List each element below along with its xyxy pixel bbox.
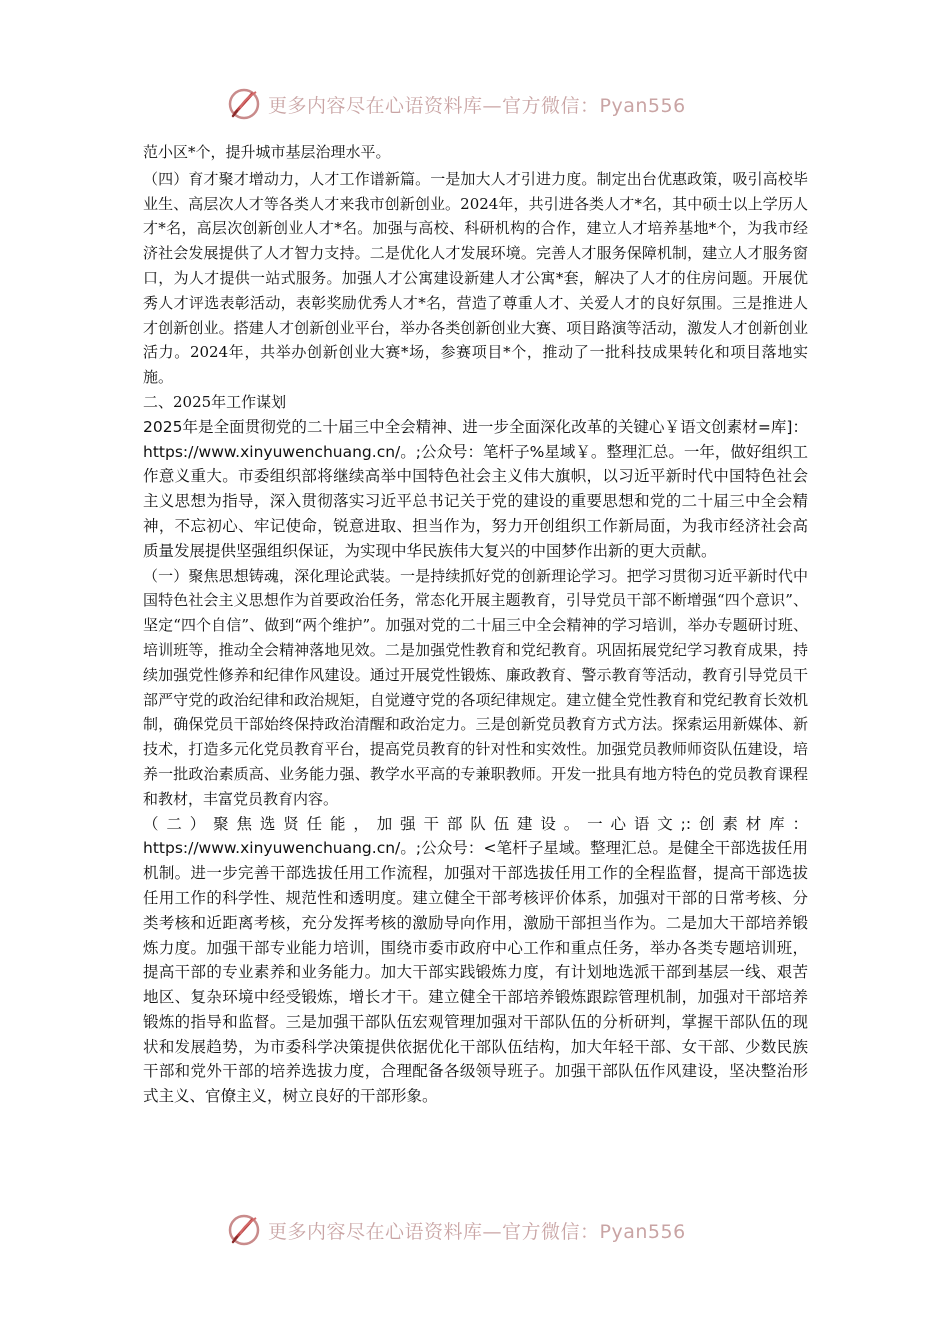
- quill-logo-icon: [226, 86, 262, 122]
- section-heading-2025-plan: 二、2025年工作谋划: [143, 392, 287, 411]
- wechat-id: Pyan556: [599, 1220, 686, 1243]
- document-body: [143, 140, 808, 1109]
- paragraph-2025-overview: 2025年是全面贯彻党的二十届三中全会精神、进一步全面深化改革的关键心￥语文创素材=库]：https://www.xinyuwenchuang.cn/。;公众号：笔杆子%星域￥。整理汇总。一年，做好组织工作意义重大。市委组织部将继续高举中国特色社会主义伟大旗帜，以习近平新时代中国特色社会主义思想为指导，深入贯彻落实习近平总书记关于党的建设的重要思想和党的二十届三中全会精神，不忘初心、牢记使命，锐意进取、担当作为，努力开创组织工作新局面，为我市经济社会高质量发展提供坚强组织保证，为实现中华民族伟大复兴的中国梦作出新的更大贡献。: [143, 417, 808, 560]
- footer-banner: [226, 1210, 686, 1250]
- paragraph-theory-armament: （一）聚焦思想铸魂，深化理论武装。一是持续抓好党的创新理论学习。把学习贯彻习近平新时代中国特色社会主义思想作为首要政治任务，常态化开展主题教育，引导党员干部不断增强“四个意识”、坚定“四个自信”、做到“两个维护”。加强对党的二十届三中全会精神的学习培训，举办专题研讨班、培训班等，推动全会精神落地见效。二是加强党性教育和党纪教育。巩固拓展党纪学习教育成果，持续加强党性修养和纪律作风建设。通过开展党性锻炼、廉政教育、警示教育等活动，教育引导党员干部严守党的政治纪律和政治规矩，自觉遵守党的各项纪律规定。建立健全党性教育和党纪教育长效机制，确保党员干部始终保持政治清醒和政治定力。三是创新党员教育方式方法。探索运用新媒体、新技术，打造多元化党员教育平台，提高党员教育的针对性和实效性。加强党员教师师资队伍建设，培养一批政治素质高、业务能力强、教学水平高的专兼职教师。开发一批具有地方特色的党员教育课程和教材，丰富党员教育内容。: [143, 566, 808, 808]
- wechat-id: Pyan556: [599, 94, 686, 117]
- paragraph: 范小区*个，提升城市基层治理水平。: [143, 143, 391, 161]
- paragraph-talent-work: （四）育才聚才增动力，人才工作谱新篇。一是加大人才引进力度。制定出台优惠政策，吸引高校毕业生、高层次人才等各类人才来我市创新创业。2024年，共引进各类人才*名，其中硕士以上学历人才*名，高层次创新创业人才*名。加强与高校、科研机构的合作，建立人才培养基地*个，为我市经济社会发展提供了人才智力支持。二是优化人才发展环境。完善人才服务保障机制，建立人才服务窗口，为人才提供一站式服务。加强人才公寓建设新建人才公寓*套，解决了人才的住房问题。开展优秀人才评选表彰活动，表彰奖励优秀人才*名，营造了尊重人才、关爱人才的良好氛围。三是推进人才创新创业。搭建人才创新创业平台，举办各类创新创业大赛、项目路演等活动，激发人才创新创业活力。2024年，共举办创新创业大赛*场，参赛项目*个，推动了一批科技成果转化和项目落地实施。: [143, 169, 808, 387]
- paragraph-cadre-team: （二）聚焦选贤任能，加强干部队伍建设。一心语文;:创素材库：https://www.xinyuwenchuang.cn/。;公众号：<笔杆子星域。整理汇总。是健全干部选拔任用机制。进一步完善干部选拔任用工作流程，加强对干部选拔任用工作的全程监督，提高干部选拔任用工作的科学性、规范性和透明度。建立健全干部考核评价体系，加强对干部的日常考核、分类考核和近距离考核，充分发挥考核的激励导向作用，激励干部担当作为。二是加大干部培养锻炼力度。加强干部专业能力培训，围绕市委市政府中心工作和重点任务，举办各类专题培训班，提高干部的专业素养和业务能力。加大干部实践锻炼力度，有计划地选派干部到基层一线、艰苦地区、复杂环境中经受锻炼，增长才干。建立健全干部培养锻炼跟踪管理机制，加强对干部培养锻炼的指导和监督。三是加强干部队伍宏观管理加强对干部队伍的分析研判，掌握干部队伍的现状和发展趋势，为市委科学决策提供依据优化干部队伍结构，加大年轻干部、女干部、少数民族干部和党外干部的培养选拔力度，合理配备各级领导班子。加强干部队伍作风建设，坚决整治形式主义、官僚主义，树立良好的干部形象。: [143, 814, 808, 1106]
- header-banner: [226, 84, 686, 124]
- banner-text: 更多内容尽在心语资料库—官方微信：Pyan556: [268, 94, 686, 117]
- banner-text: 更多内容尽在心语资料库—官方微信：Pyan556: [268, 1220, 686, 1243]
- quill-logo-icon: [226, 1212, 262, 1248]
